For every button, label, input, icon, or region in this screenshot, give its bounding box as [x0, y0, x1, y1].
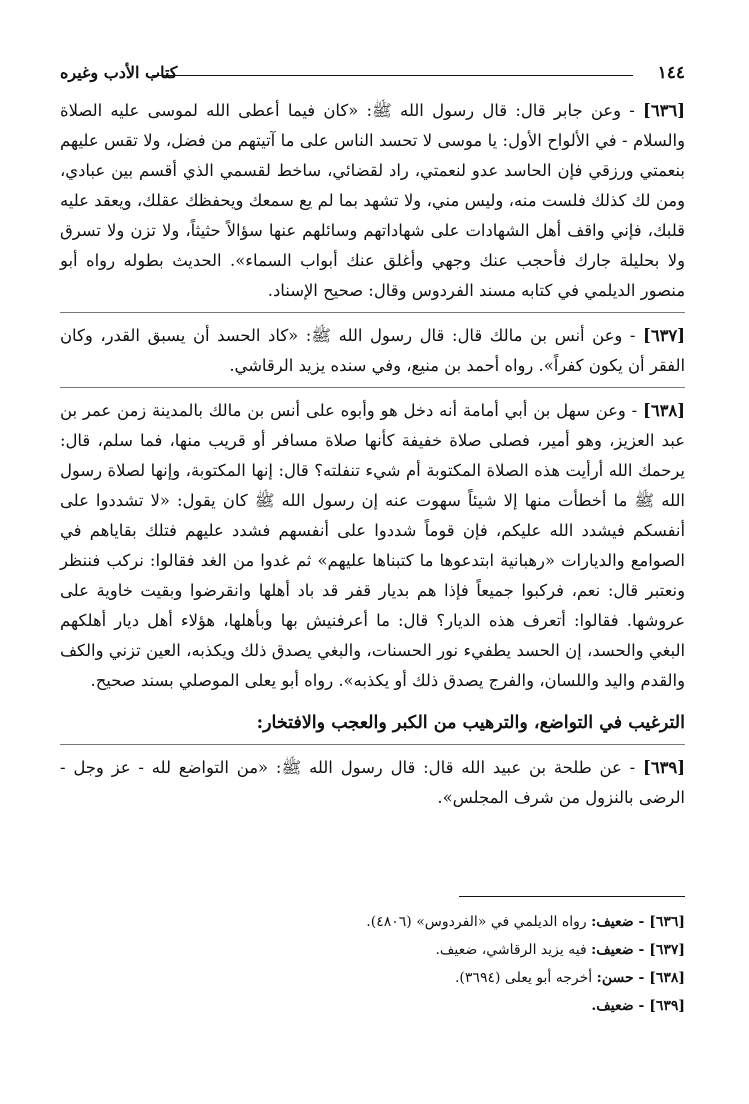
footnotes: [125, 908, 685, 1020]
hadith-number: [٦٣٨]: [643, 401, 685, 420]
footnote-text: فيه يزيد الرقاشي، ضعيف.: [435, 942, 592, 958]
footnote-text: أخرجه أبو يعلى (٣٦٩٤).: [454, 970, 597, 986]
footnote-number: [٦٣٨]: [649, 970, 685, 986]
footnote: [125, 964, 685, 992]
footnote: [125, 936, 685, 964]
hadith-number: [٦٣٩]: [643, 758, 685, 777]
footnote-number: [٦٣٧]: [649, 942, 685, 958]
hadith-text: - وعن سهل بن أبي أمامة أنه دخل هو وأبوه على أنس بن مالك بالمدينة زمن عمر بن عبد العزيز، وهو أمير، فصلى صلاة خفيفة كأنها صلاة مسافر أو قريب منها، فما سلم، قال: يرحمك الله أرأيت هذه الصلاة المكتوبة أم شيء تنفلته؟ قال: إنها المكتوبة، وإنها لصلاة رسول الله ﷺ ما أخطأت منها إلا شيئاً سهوت عنه إن رسول الله ﷺ كان يقول: «لا تشددوا على أنفسكم فيشدد الله عليكم، فإن قوماً شددوا على أنفسهم فشدد عليهم فتلك بقاياهم في الصوامع والديارات «رهبانية ابتدعوها ما كتبناها عليهم» ثم غدوا من الغد فقالوا: نركب فننظر ونعتبر قال: نعم، فركبوا جميعاً فإذا هم بديار قفر قد باد أهلها وانقرضوا وبقيت خاوية على عروشها. فقالوا: أتعرف هذه الديار؟ قال: ما أعرفنيش بها وبأهلها، هؤلاء أهل ديار أهلكهم البغي والحسد، إن الحسد يطفيء نور الحسنات، والبغي يصدق ذلك ويكذبه، العين تزني والكف والقدم واليد واللسان، والفرج يصدق ذلك أو يكذبه». رواه أبو يعلى الموصلي بسند صحيح.: [60, 401, 685, 690]
footnote-text: رواه الديلمي في «الفردوس» (٤٨٠٦).: [366, 914, 592, 930]
footnote: [125, 992, 685, 1020]
footnote-grade: - ضعيف:: [591, 914, 650, 930]
hadith-639: [60, 753, 685, 813]
footnote-number: [٦٣٦]: [649, 914, 685, 930]
hadith-text: - عن طلحة بن عبيد الله قال: قال رسول الله ﷺ: «من التواضع لله - عز وجل - الرضى بالنزول من شرف المجلس».: [60, 758, 685, 807]
footnote-rule: [459, 896, 685, 897]
book-title: كتاب الأدب وغيره: [60, 63, 178, 82]
page-header: [60, 62, 685, 86]
hadith-separator: [60, 312, 685, 313]
footnote-grade: - حسن:: [596, 970, 650, 986]
footnote: [125, 908, 685, 936]
hadith-number: [٦٣٧]: [643, 326, 685, 345]
footnote-grade: - ضعيف:: [591, 942, 650, 958]
section-heading: الترغيب في التواضع، والترهيب من الكبر والعجب والافتخار:: [256, 713, 685, 733]
hadith-638: [60, 396, 685, 696]
page-number: ١٤٤: [657, 63, 685, 83]
hadith-number: [٦٣٦]: [643, 101, 685, 120]
hadith-637: [60, 321, 685, 381]
footnote-grade: - ضعيف.: [591, 998, 650, 1014]
hadith-text: - وعن أنس بن مالك قال: قال رسول الله ﷺ: «كاد الحسد أن يسبق القدر، وكان الفقر أن يكون كفراً». رواه أحمد بن منيع، وفي سنده يزيد الرقاشي.: [60, 326, 685, 375]
hadith-separator: [60, 744, 685, 745]
footnote-number: [٦٣٩]: [649, 998, 685, 1014]
hadith-text: - وعن جابر قال: قال رسول الله ﷺ: «كان فيما أعطى الله لموسى عليه الصلاة والسلام - في الألواح الأول: يا موسى لا تحسد الناس على ما آتيتهم من فضل، ولا تقس عليهم بنعمتي ورزقي فإن الحاسد عدو لنعمتي، راد لقضائي، ساخط لقسمي الذي أقسم بين عبادي، ومن لك كذلك فلست منه، وليس مني، ولا تشهد بما لم يع سمعك ويحفظك عقلك، ويعقد عليه قلبك، فإني واقف أهل الشهادات على شهاداتهم وسائلهم عنها سؤالاً حثيثاً، ولا تزن ولا تسرق ولا بحليلة جارك فأحجب عنك وجهي وأغلق عنك أبواب السماء». الحديث بطوله رواه أبو منصور الديلمي في كتابه مسند الفردوس وقال: صحيح الإسناد.: [60, 101, 685, 300]
hadith-636: [60, 96, 685, 306]
hadith-separator: [60, 387, 685, 388]
page-body: [60, 96, 685, 813]
header-rule: [152, 75, 633, 76]
